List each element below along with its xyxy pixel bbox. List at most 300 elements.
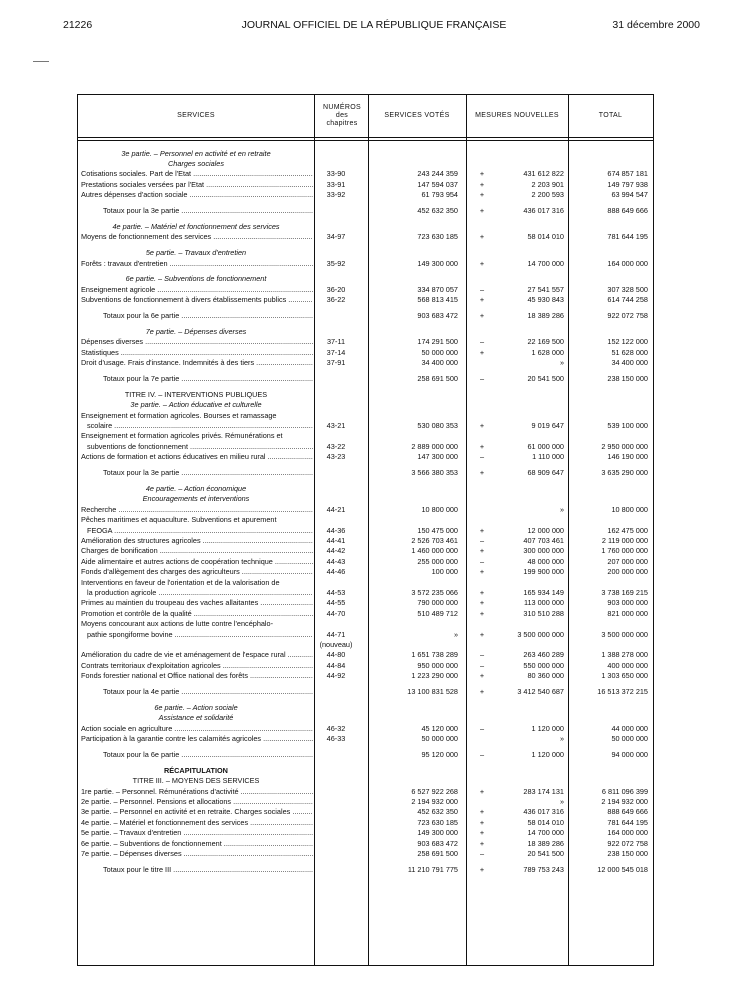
total-value: 674 857 181 (607, 169, 648, 179)
mesures-nouvelles-value: 58 014 010 (527, 232, 564, 242)
row-label: Fonds d'allègement des charges des agriculteurs ..... (81, 567, 313, 577)
total-value: 12 000 545 018 (597, 864, 648, 874)
row-label: Totaux pour la 7e partie ..... (103, 374, 313, 384)
section-heading (78, 248, 653, 258)
total-value: 922 072 758 (607, 838, 648, 848)
chapter-number: 43-21 (326, 421, 346, 431)
sign-indicator: – (479, 749, 485, 759)
table-row (78, 849, 653, 859)
row-label: TITRE IV. – INTERVENTIONS PUBLIQUES (124, 389, 268, 399)
chapter-number: 33-91 (326, 179, 346, 189)
chapter-number: 44-46 (326, 567, 346, 577)
row-label: 4e partie. – Matériel et fonctionnement des services (112, 221, 280, 231)
total-value: 888 649 666 (607, 205, 648, 215)
total-value: 539 100 000 (607, 421, 648, 431)
total-value: 3 738 169 215 (601, 587, 648, 597)
sign-indicator: + (479, 421, 485, 431)
services-votes-value: 1 223 290 000 (411, 671, 458, 681)
mesures-nouvelles-value: 61 000 000 (527, 441, 564, 451)
row-label: subventions de fonctionnement ..... (87, 442, 313, 452)
row-label: Dépenses diverses ..... (81, 337, 313, 347)
total-row (78, 374, 653, 384)
chapter-number: 44-53 (326, 587, 346, 597)
row-label: 3e partie. – Personnel en activité et en retraite (121, 148, 271, 158)
mesures-nouvelles-value: 431 612 822 (523, 169, 564, 179)
services-votes-value: 50 000 000 (421, 734, 458, 744)
row-label: Totaux pour la 4e partie ..... (103, 687, 313, 697)
total-value: 34 400 000 (611, 358, 648, 368)
sign-indicator: – (479, 452, 485, 462)
total-value: 2 194 932 000 (601, 796, 648, 806)
table-row (78, 807, 653, 817)
budget-table (77, 94, 654, 966)
total-value: 307 328 500 (607, 284, 648, 294)
mesures-nouvelles-value: 436 017 316 (523, 205, 564, 215)
mesures-nouvelles-value: 3 500 000 000 (517, 629, 564, 639)
row-label: Totaux pour la 3e partie ..... (103, 468, 313, 478)
services-votes-value: 903 683 472 (417, 311, 458, 321)
total-row (78, 311, 653, 321)
services-votes-value: 2 526 703 461 (411, 536, 458, 545)
row-label: FEOGA ..... (87, 526, 313, 536)
sign-indicator: + (479, 190, 485, 200)
table-row (78, 797, 653, 807)
row-label: 6e partie. – Subventions de fonctionnement (125, 274, 267, 284)
row-label: Pêches maritimes et aquaculture. Subventions et apurement (81, 515, 277, 525)
journal-title: JOURNAL OFFICIEL DE LA RÉPUBLIQUE FRANÇAISE (241, 19, 507, 31)
sign-indicator: – (479, 848, 485, 858)
row-label: Droit d'usage. Frais d'instance. Indemnités à des tiers ..... (81, 358, 313, 368)
sign-indicator: – (479, 284, 485, 294)
table-row (78, 505, 653, 515)
sign-indicator: + (479, 629, 485, 639)
row-label: 7e partie. – Dépenses diverses ..... (81, 849, 313, 859)
row-label: 3e partie. – Personnel en activité et en retraite. Charges sociales ..... (81, 807, 313, 817)
mesures-nouvelles-value: 436 017 316 (523, 807, 564, 817)
table-row (78, 285, 653, 295)
col-header-total: TOTAL (598, 111, 623, 119)
mesures-nouvelles-value: 2 200 593 (531, 190, 564, 200)
services-votes-value: 13 100 831 528 (407, 686, 458, 696)
row-label: Autres dépenses d'action sociale ..... (81, 190, 313, 200)
total-row (78, 750, 653, 760)
mesures-nouvelles-value: 165 934 149 (523, 587, 564, 597)
mesures-nouvelles-value: 14 700 000 (527, 258, 564, 268)
row-label: Cotisations sociales. Part de l'Etat ..... (81, 169, 313, 179)
sign-indicator: + (479, 525, 485, 535)
total-value: 888 649 666 (607, 807, 648, 817)
table-row (78, 619, 653, 629)
chapter-number: 33-92 (326, 190, 346, 200)
mesures-nouvelles-value: 18 389 286 (527, 838, 564, 848)
row-label: Interventions en faveur de l'orientation et de la valorisation de (81, 577, 280, 587)
table-row (78, 358, 653, 368)
sign-indicator: + (479, 838, 485, 848)
total-value: 6 811 096 399 (601, 786, 648, 796)
row-label: Moyens concourant aux actions de lutte contre l'encéphalo- (81, 619, 274, 629)
chapter-number: 44-70 (326, 608, 346, 618)
total-value: 238 150 000 (607, 374, 648, 384)
mesures-nouvelles-value: 1 120 000 (531, 749, 564, 759)
sign-indicator: + (479, 587, 485, 597)
total-value: 207 000 000 (607, 556, 648, 566)
row-label: RÉCAPITULATION (164, 765, 228, 775)
section-heading (78, 776, 653, 786)
total-value: 10 800 000 (611, 504, 648, 514)
total-value: 51 628 000 (611, 347, 648, 357)
table-row (78, 588, 653, 598)
total-value: 3 635 290 000 (601, 468, 648, 478)
total-value: 50 000 000 (611, 734, 648, 744)
mesures-nouvelles-value: 283 174 131 (523, 786, 564, 796)
table-row (78, 169, 653, 179)
table-row (78, 598, 653, 608)
table-row (78, 348, 653, 358)
mesures-nouvelles-value: » (559, 358, 564, 368)
sign-indicator: – (479, 374, 485, 384)
table-row (78, 421, 653, 431)
row-label: 5e partie. – Travaux d'entretien (145, 248, 247, 258)
sign-indicator: + (479, 258, 485, 268)
mesures-nouvelles-value: 550 000 000 (523, 660, 564, 670)
table-row (78, 828, 653, 838)
col-header-numeros: NUMÉROS des chapitres (323, 103, 361, 128)
services-votes-value: 6 527 922 268 (411, 786, 458, 796)
row-label: Fonds forestier national et Office national des forêts ..... (81, 671, 313, 681)
mesures-nouvelles-value: 9 019 647 (531, 421, 564, 431)
mesures-nouvelles-value: 20 541 500 (527, 848, 564, 858)
col-header-mesures: MESURES NOUVELLES (475, 111, 559, 119)
table-row (78, 839, 653, 849)
row-label: Prestations sociales versées par l'Etat ..... (81, 180, 313, 190)
services-votes-value: 243 244 359 (417, 169, 458, 179)
total-value: 1 303 650 000 (601, 671, 648, 681)
row-label: Subventions de fonctionnement à divers établissements publics ..... (81, 295, 313, 305)
chapter-number: 44-71 (326, 629, 346, 639)
total-value: 200 000 000 (607, 567, 648, 577)
mesures-nouvelles-value: 3 412 540 687 (517, 686, 564, 696)
row-label: Totaux pour la 6e partie ..... (103, 750, 313, 760)
page-number: 21226 (63, 19, 93, 31)
section-heading (78, 494, 653, 504)
section-heading (78, 400, 653, 410)
services-votes-value: 334 870 057 (417, 284, 458, 294)
mesures-nouvelles-value: 48 000 000 (527, 556, 564, 566)
row-label: 4e partie. – Matériel et fonctionnement des services ..... (81, 818, 313, 828)
total-value: 821 000 000 (607, 608, 648, 618)
sign-indicator: + (479, 828, 485, 838)
sign-indicator: – (479, 660, 485, 670)
total-value: 2 119 000 000 (601, 536, 648, 545)
sign-indicator: – (479, 650, 485, 660)
row-label: Enseignement et formation agricoles. Bourses et ramassage (81, 410, 277, 420)
row-label: Primes au maintien du troupeau des vaches allaitantes ..... (81, 598, 313, 608)
mesures-nouvelles-value: 20 541 500 (527, 374, 564, 384)
table-row (78, 536, 653, 546)
chapter-number: 43-22 (326, 441, 346, 451)
section-heading (78, 390, 653, 400)
services-votes-value: 3 572 235 066 (411, 587, 458, 597)
table-row (78, 567, 653, 577)
total-value: 152 122 000 (607, 337, 648, 347)
mesures-nouvelles-value: 1 110 000 (532, 452, 564, 462)
header-rule (78, 140, 653, 141)
table-row (78, 442, 653, 452)
services-votes-value: 903 683 472 (417, 838, 458, 848)
row-label: Promotion et contrôle de la qualité ..... (81, 609, 313, 619)
total-value: 781 644 195 (607, 817, 648, 827)
sign-indicator: + (479, 598, 485, 608)
row-label: Participation à la garantie contre les calamités agricoles ..... (81, 734, 313, 744)
row-label: 1re partie. – Personnel. Rémunérations d'activité ..... (81, 787, 313, 797)
sign-indicator: + (479, 686, 485, 696)
table-row (78, 431, 653, 441)
services-votes-value: 150 475 000 (417, 525, 458, 535)
row-label: Aide alimentaire et autres actions de coopération technique ..... (81, 557, 313, 567)
table-row (78, 515, 653, 525)
services-votes-value: 2 194 932 000 (411, 796, 458, 806)
table-row (78, 411, 653, 421)
row-label: 2e partie. – Personnel. Pensions et allocations ..... (81, 797, 313, 807)
mesures-nouvelles-value: 80 360 000 (527, 671, 564, 681)
table-row (78, 180, 653, 190)
row-label: Totaux pour la 6e partie ..... (103, 311, 313, 321)
sign-indicator: + (479, 807, 485, 817)
sign-indicator: + (479, 169, 485, 179)
total-value: 63 994 547 (611, 190, 648, 200)
chapter-number: 44-21 (326, 504, 346, 514)
services-votes-value: 149 300 000 (417, 828, 458, 838)
mesures-nouvelles-value: 1 120 000 (531, 723, 564, 733)
table-row (78, 661, 653, 671)
services-votes-value: 723 630 185 (417, 232, 458, 242)
row-label: la production agricole ..... (87, 588, 313, 598)
services-votes-value: 452 632 350 (417, 807, 458, 817)
services-votes-value: 11 210 791 775 (407, 864, 458, 874)
table-row (78, 259, 653, 269)
mesures-nouvelles-value: » (559, 504, 564, 514)
total-value: 922 072 758 (607, 311, 648, 321)
services-votes-value: 258 691 500 (417, 374, 458, 384)
services-votes-value: 10 800 000 (421, 504, 458, 514)
chapter-number: 36-20 (326, 284, 346, 294)
services-votes-value: » (453, 629, 458, 639)
row-label: 7e partie. – Dépenses diverses (145, 326, 247, 336)
table-row (78, 671, 653, 681)
services-votes-value: 1 651 738 289 (411, 650, 458, 660)
services-votes-value: 61 793 954 (421, 190, 458, 200)
table-row (78, 640, 653, 650)
sign-indicator: + (479, 567, 485, 577)
sign-indicator: + (479, 671, 485, 681)
row-label: 3e partie. – Action éducative et culturelle (130, 400, 262, 410)
section-heading (78, 159, 653, 169)
row-label: Totaux pour la 3e partie ..... (103, 206, 313, 216)
sign-indicator: + (479, 205, 485, 215)
total-value: 3 500 000 000 (601, 629, 648, 639)
table-row (78, 630, 653, 640)
row-label: Amélioration du cadre de vie et aménagement de l'espace rural ..... (81, 650, 313, 660)
mesures-nouvelles-value: 27 541 557 (527, 284, 564, 294)
services-votes-value: 452 632 350 (417, 205, 458, 215)
mesures-nouvelles-value: 14 700 000 (527, 828, 564, 838)
table-row (78, 546, 653, 556)
mesures-nouvelles-value: 300 000 000 (523, 546, 564, 556)
sign-indicator: + (479, 546, 485, 556)
table-row (78, 818, 653, 828)
sign-indicator: + (479, 786, 485, 796)
total-value: 16 513 372 215 (597, 686, 648, 696)
sign-indicator: + (479, 179, 485, 189)
mesures-nouvelles-value: 45 930 843 (527, 295, 564, 305)
services-votes-value: 95 120 000 (421, 749, 458, 759)
mesures-nouvelles-value: » (559, 796, 564, 806)
chapter-number: 44-42 (326, 546, 346, 556)
chapter-number: 36-22 (326, 295, 346, 305)
chapter-number: 46-32 (326, 723, 346, 733)
col-header-votes: SERVICES VOTÉS (384, 111, 450, 119)
services-votes-value: 50 000 000 (421, 347, 458, 357)
sign-indicator: + (479, 347, 485, 357)
table-row (78, 232, 653, 242)
row-label: Amélioration des structures agricoles ..... (81, 536, 313, 546)
sign-indicator: + (479, 295, 485, 305)
total-value: 44 000 000 (611, 723, 648, 733)
services-votes-value: 2 889 000 000 (411, 441, 458, 451)
row-label: Charges sociales (168, 158, 224, 168)
chapter-number: (nouveau) (319, 639, 353, 649)
section-heading (78, 327, 653, 337)
publication-date: 31 décembre 2000 (612, 19, 700, 31)
services-votes-value: 790 000 000 (417, 598, 458, 608)
total-value: 164 000 000 (607, 828, 648, 838)
chapter-number: 44-55 (326, 598, 346, 608)
services-votes-value: 34 400 000 (421, 358, 458, 368)
col-header-services: SERVICES (177, 111, 215, 119)
total-value: 94 000 000 (611, 749, 648, 759)
header-rule (78, 137, 653, 138)
table-row (78, 337, 653, 347)
chapter-number: 37-14 (326, 347, 346, 357)
section-heading (78, 713, 653, 723)
sign-indicator: – (479, 536, 485, 545)
services-votes-value: 100 000 (431, 567, 458, 577)
total-value: 146 190 000 (607, 452, 648, 462)
mesures-nouvelles-value: 1 628 000 (531, 347, 564, 357)
mesures-nouvelles-value: 18 389 286 (527, 311, 564, 321)
chapter-number: 37-91 (326, 358, 346, 368)
section-heading (78, 222, 653, 232)
row-label: Forêts : travaux d'entretien ..... (81, 259, 313, 269)
mesures-nouvelles-value: 2 203 901 (531, 179, 564, 189)
total-row (78, 865, 653, 875)
row-label: Action sociale en agriculture ..... (81, 724, 313, 734)
section-heading (78, 274, 653, 284)
row-label: TITRE III. – MOYENS DES SERVICES (132, 776, 260, 786)
section-heading (78, 484, 653, 494)
section-heading (78, 149, 653, 159)
sign-indicator: + (479, 441, 485, 451)
services-votes-value: 174 291 500 (417, 337, 458, 347)
chapter-number: 44-80 (326, 650, 346, 660)
services-votes-value: 147 594 037 (417, 179, 458, 189)
sign-indicator: + (479, 311, 485, 321)
total-value: 1 388 278 000 (601, 650, 648, 660)
row-label: Statistiques ..... (81, 348, 313, 358)
total-value: 149 797 938 (607, 179, 648, 189)
mesures-nouvelles-value: 113 000 000 (523, 598, 564, 608)
services-votes-value: 147 300 000 (417, 452, 458, 462)
chapter-number: 44-92 (326, 671, 346, 681)
section-heading (78, 766, 653, 776)
chapter-number: 34-97 (326, 232, 346, 242)
chapter-number: 35-92 (326, 258, 346, 268)
total-value: 164 000 000 (607, 258, 648, 268)
row-label: Actions de formation et actions éducatives en milieu rural ..... (81, 452, 313, 462)
services-votes-value: 723 630 185 (417, 817, 458, 827)
sign-indicator: + (479, 468, 485, 478)
table-row (78, 295, 653, 305)
row-label: Enseignement agricole ..... (81, 285, 313, 295)
row-label: Totaux pour le titre III ..... (103, 865, 313, 875)
section-heading (78, 703, 653, 713)
mesures-nouvelles-value: » (559, 734, 564, 744)
services-votes-value: 45 120 000 (421, 723, 458, 733)
total-value: 2 950 000 000 (601, 441, 648, 451)
table-row (78, 452, 653, 462)
mesures-nouvelles-value: 407 703 461 (523, 536, 564, 545)
chapter-number: 44-84 (326, 660, 346, 670)
row-label: 5e partie. – Travaux d'entretien ..... (81, 828, 313, 838)
services-votes-value: 149 300 000 (417, 258, 458, 268)
services-votes-value: 530 080 353 (417, 421, 458, 431)
chapter-number: 33-90 (326, 169, 346, 179)
table-row (78, 609, 653, 619)
total-row (78, 687, 653, 697)
services-votes-value: 255 000 000 (417, 556, 458, 566)
sign-indicator: – (479, 723, 485, 733)
total-value: 903 000 000 (607, 598, 648, 608)
chapter-number: 44-43 (326, 556, 346, 566)
row-label: pathie spongiforme bovine ..... (87, 630, 313, 640)
mesures-nouvelles-value: 263 460 289 (523, 650, 564, 660)
sign-indicator: – (479, 337, 485, 347)
row-label: Recherche ..... (81, 505, 313, 515)
sign-indicator: – (479, 556, 485, 566)
mesures-nouvelles-value: 22 169 500 (527, 337, 564, 347)
row-label: 6e partie. – Action sociale (154, 702, 238, 712)
row-label: Enseignement et formation agricoles privés. Rémunérations et (81, 431, 283, 441)
row-label: Encouragements et interventions (142, 494, 250, 504)
total-value: 614 744 258 (607, 295, 648, 305)
total-value: 781 644 195 (607, 232, 648, 242)
total-value: 238 150 000 (607, 848, 648, 858)
row-label: Charges de bonification ..... (81, 546, 313, 556)
table-row (78, 578, 653, 588)
services-votes-value: 1 460 000 000 (411, 546, 458, 556)
chapter-number: 44-41 (326, 536, 346, 545)
mesures-nouvelles-value: 68 909 647 (527, 468, 564, 478)
mesures-nouvelles-value: 789 753 243 (523, 864, 564, 874)
table-row (78, 724, 653, 734)
row-label: Contrats territoriaux d'exploitation agricoles ..... (81, 661, 313, 671)
table-row (78, 650, 653, 660)
margin-mark (33, 61, 49, 62)
row-label: Assistance et solidarité (158, 713, 234, 723)
row-label: 4e partie. – Action économique (145, 484, 247, 494)
services-votes-value: 258 691 500 (417, 848, 458, 858)
chapter-number: 46-33 (326, 734, 346, 744)
